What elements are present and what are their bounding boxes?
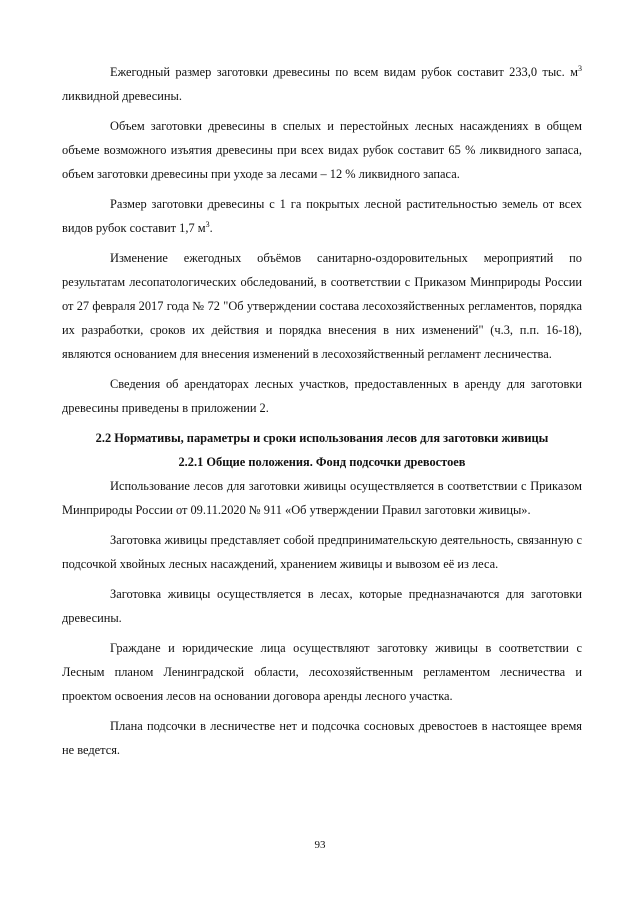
document-body xyxy=(62,60,582,768)
paragraph-tapping-plan: Плана подсочки в лесничестве нет и подсочка сосновых древостоев в настоящее время не ведется. xyxy=(62,719,582,757)
paragraph-text: . xyxy=(209,221,213,235)
paragraph-resin-regulation: Использование лесов для заготовки живицы осуществляется в соответствии с Приказом Минприроды России от 09.11.2020 № 911 «Об утверждении Правил заготовки живицы». xyxy=(62,479,582,517)
section-heading: 2.2 Нормативы, параметры и сроки использования лесов для заготовки живицы xyxy=(95,431,549,445)
paragraph-text: Размер заготовки древесины с 1 га покрытых лесной растительностью земель от всех видов рубок составит 1,7 м xyxy=(62,197,582,235)
superscript: 3 xyxy=(578,63,582,73)
paragraph-resin-forests: Заготовка живицы осуществляется в лесах, которые предназначаются для заготовки древесины. xyxy=(62,587,582,625)
paragraph-text: ликвидной древесины. xyxy=(62,89,182,103)
superscript: 3 xyxy=(205,219,210,229)
page-number: 93 xyxy=(314,839,326,851)
paragraph-harvest-share: Объем заготовки древесины в спелых и перестойных лесных насаждениях в общем объеме возможного изъятия древесины при всех видах рубок составит 65 % ликвидного запаса, объем заготовки древесины при уходе за лесами – 12 % ликвидного запаса. xyxy=(62,119,582,181)
paragraph-tenants: Сведения об арендаторах лесных участков, предоставленных в аренду для заготовки древесины приведены в приложении 2. xyxy=(62,377,582,415)
paragraph-resin-participants: Граждане и юридические лица осуществляют заготовку живицы в соответствии с Лесным планом Ленинградской области, лесохозяйственным регламентом лесничества и проектом освоения лесов на основании договора аренды лесного участка. xyxy=(62,641,582,703)
subsection-heading: 2.2.1 Общие положения. Фонд подсочки древостоев xyxy=(178,455,466,469)
paragraph-harvest-volume xyxy=(62,60,582,108)
paragraph-per-hectare xyxy=(62,192,582,240)
paragraph-sanitary-changes: Изменение ежегодных объёмов санитарно-оздоровительных мероприятий по результатам лесопатологических обследований, в соответствии с Приказом Минприроды России от 27 февраля 2017 года № 72 "Об утверждении состава лесохозяйственных регламентов, порядка их разработки, сроков их действия и порядка внесения в них изменений" (ч.3, п.п. 16-18), являются основанием для внесения изменений в лесохозяйственный регламент лесничества. xyxy=(62,251,582,361)
paragraph-text: Ежегодный размер заготовки древесины по всем видам рубок составит 233,0 тыс. м xyxy=(110,65,578,79)
paragraph-resin-definition: Заготовка живицы представляет собой предпринимательскую деятельность, связанную с подсочкой хвойных лесных насаждений, хранением живицы и вывозом её из леса. xyxy=(62,533,582,571)
